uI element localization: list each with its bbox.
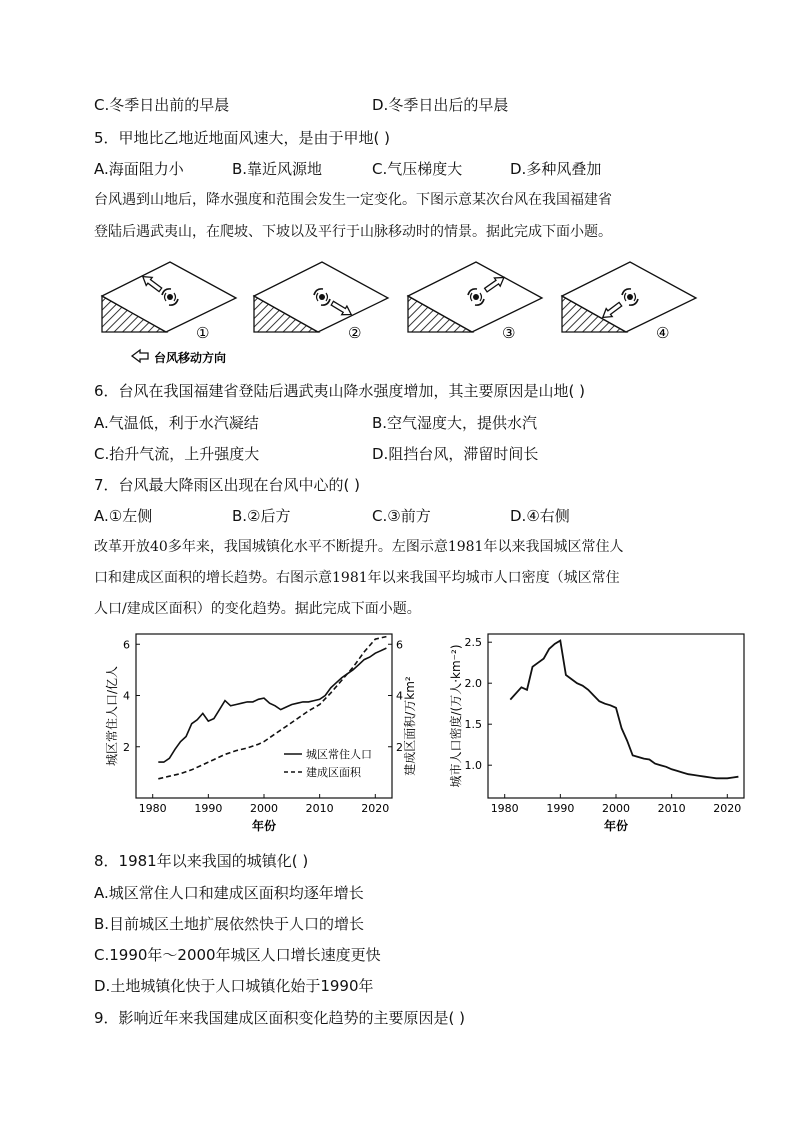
q7-option-c: C.③前方 <box>372 507 431 525</box>
q6-option-b: B.空气湿度大，提供水汽 <box>372 414 538 432</box>
y-axis-label: 城市人口密度/(万人·km⁻²) <box>449 644 463 788</box>
typhoon-legend-label: 台风移动方向 <box>154 351 227 365</box>
x-tick-label: 2000 <box>602 802 630 815</box>
x-tick-label: 1990 <box>546 802 575 815</box>
panel-label-2: ② <box>348 324 362 342</box>
q5-option-b: B.靠近风源地 <box>232 160 323 178</box>
q6-stem: 6．台风在我国福建省登陆后遇武夷山降水强度增加，其主要原因是山地( ) <box>94 382 586 400</box>
series-line-1 <box>158 648 386 762</box>
q5-option-d: D.多种风叠加 <box>510 160 602 178</box>
panel-label-1: ① <box>196 324 210 342</box>
q8-option-d: D.土地城镇化快于人口城镇化始于1990年 <box>94 977 374 995</box>
q7-option-b: B.②后方 <box>232 507 291 525</box>
y2-axis-label: 建成区面积/万km² <box>403 676 417 776</box>
q8-option-c: C.1990年～2000年城区人口增长速度更快 <box>94 946 381 964</box>
q4-option-c: C.冬季日出前的早晨 <box>94 96 230 114</box>
population-area-chart <box>96 628 426 844</box>
q5-option-c: C.气压梯度大 <box>372 160 463 178</box>
x-axis-label: 年份 <box>251 819 277 833</box>
population-density-chart <box>446 628 756 844</box>
y-tick-label: 2 <box>123 740 130 754</box>
y-tick-label: 1.5 <box>464 718 482 732</box>
q8-option-a: A.城区常住人口和建成区面积均逐年增长 <box>94 884 364 902</box>
typhoon-direction-legend <box>132 350 226 365</box>
x-tick-label: 2010 <box>657 802 686 815</box>
typhoon-panel-2 <box>254 262 388 342</box>
panel-label-3: ③ <box>502 324 516 342</box>
q6-option-a: A.气温低，利于水汽凝结 <box>94 414 259 432</box>
q9-stem: 9．影响近年来我国建成区面积变化趋势的主要原因是( ) <box>94 1009 466 1027</box>
typhoon-panel-3 <box>408 262 542 342</box>
y-tick-label: 2.0 <box>464 677 482 691</box>
q5-stem: 5．甲地比乙地近地面风速大，是由于甲地( ) <box>94 129 391 147</box>
legend-label-2: 建成区面积 <box>306 766 361 779</box>
typhoon-passage-line1: 台风遇到山地后，降水强度和范围会发生一定变化。下图示意某次台风在我国福建省 <box>94 192 612 208</box>
urban-passage-line3: 人口/建成区面积）的变化趋势。据此完成下面小题。 <box>94 601 421 617</box>
x-tick-label: 2020 <box>361 802 390 815</box>
q6-option-c: C.抬升气流，上升强度大 <box>94 445 260 463</box>
typhoon-panel-4 <box>562 262 696 342</box>
typhoon-figure <box>94 252 714 372</box>
x-tick-label: 1990 <box>194 802 223 815</box>
x-tick-label: 2010 <box>305 802 334 815</box>
urban-passage-line2: 口和建成区面积的增长趋势。右图示意1981年以来我国平均城市人口密度（城区常住 <box>94 570 620 586</box>
y-tick-label: 6 <box>123 638 130 652</box>
x-axis-label: 年份 <box>603 819 629 833</box>
panel-label-4: ④ <box>656 324 670 342</box>
q8-option-b: B.目前城区土地扩展依然快于人口的增长 <box>94 915 365 933</box>
y-axis-label: 城区常住人口/亿人 <box>105 665 119 767</box>
y2-tick-label: 2 <box>396 740 403 754</box>
x-tick-label: 2000 <box>250 802 278 815</box>
legend-label-1: 城区常住人口 <box>306 748 372 761</box>
q4-option-d: D.冬季日出后的早晨 <box>372 96 509 114</box>
typhoon-passage-line2: 登陆后遇武夷山，在爬坡、下坡以及平行于山脉移动时的情景。据此完成下面小题。 <box>94 224 612 240</box>
x-tick-label: 1980 <box>138 802 167 815</box>
q5-option-a: A.海面阻力小 <box>94 160 184 178</box>
y-tick-label: 4 <box>123 689 130 703</box>
y2-tick-label: 6 <box>396 638 403 652</box>
chart-legend <box>284 747 372 779</box>
y2-tick-label: 4 <box>396 689 403 703</box>
typhoon-panel-1 <box>102 262 236 342</box>
x-tick-label: 2020 <box>713 802 742 815</box>
y-tick-label: 1.0 <box>464 759 482 773</box>
x-tick-label: 1980 <box>490 802 519 815</box>
q6-option-d: D.阻挡台风，滞留时间长 <box>372 445 539 463</box>
density-line-1 <box>510 641 738 779</box>
q8-stem: 8．1981年以来我国的城镇化( ) <box>94 852 309 870</box>
q7-option-a: A.①左侧 <box>94 507 153 525</box>
q7-stem: 7．台风最大降雨区出现在台风中心的( ) <box>94 476 361 494</box>
y-tick-label: 2.5 <box>464 636 482 650</box>
urban-passage-line1: 改革开放40多年来，我国城镇化水平不断提升。左图示意1981年以来我国城区常住人 <box>94 539 624 555</box>
plot-frame <box>488 634 744 798</box>
q7-option-d: D.④右侧 <box>510 507 570 525</box>
